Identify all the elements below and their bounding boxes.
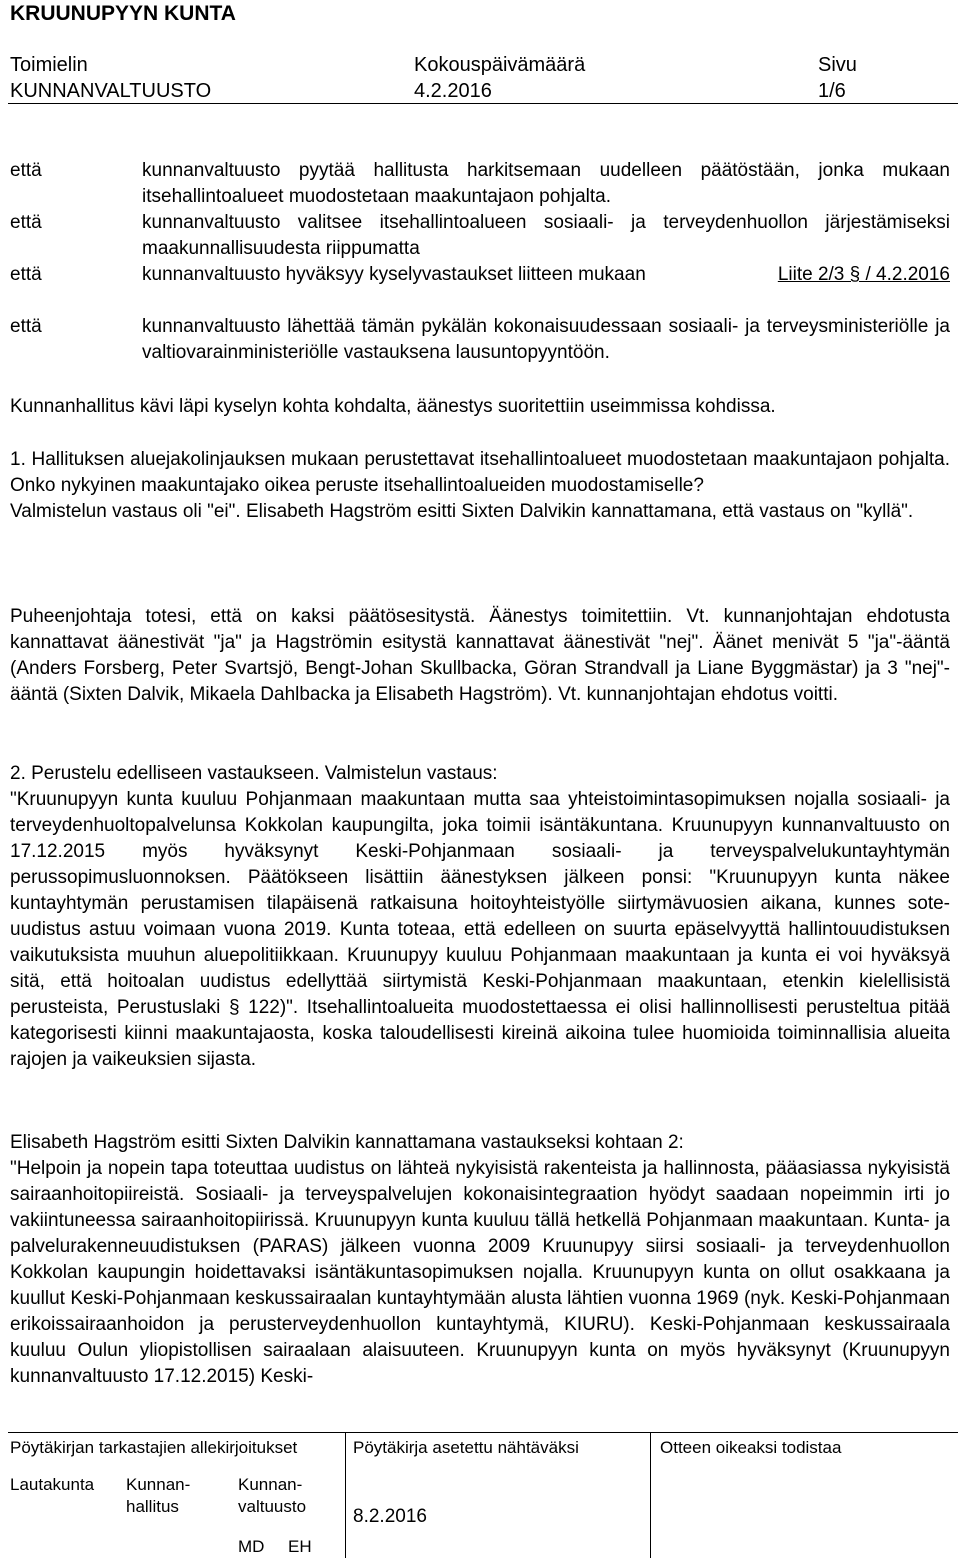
body-value: KUNNANVALTUUSTO: [10, 80, 212, 102]
footer-column-divider: [650, 1432, 651, 1558]
answer-text: "Kruunupyyn kunta kuuluu Pohjanmaan maakuntaan mutta saa yhteistoimintasopimuksen nojalla sosiaali- ja terveydenhuoltopalvelunsa Kokkolan kaupungilta, joka toimii isäntäkuntana. Kruunupyyn kunnanvaltuusto on 17.12.2015 myös hyväksynyt Keski-Pohjanmaan sosiaali- ja terveyspalvelukuntayhtymän perussopimusluonnoksen. Päätökseen lisättiin äänestyksen jälkeen ponsi: "Kruunupyyn kunta näkee kuntayhtymän perustamisen tilapäisenä ratkaisuna hoitoyhteistyölle siirtymävuosien aikana, kunnes sote-uudistus astuu voimaan vuona 2019. Kunta toteaa, että edelleen on suurta epäselvyyttä hallintouudistuksen vaikutuksista muuhun aluepolitiikkaan. Kruunupyy kuuluu Pohjanmaan maakuntaan ja kunta ei voi hyväksyä sitä, että hoitoalan uudistus edellyttää siirtymistä Keski-Pohjanmaan maakuntaan, etenkin kielellisistä perusteista, Perustuslaki § 122)". Itsehallintoalueita muodostettaessa ei olisi hallinnollisesti perusteltua pitää kategorisesti kiinni maakuntajaosta, koska taloudellisesti kireinä aikoina tulee huomioida toiminnallisia alueita rajojen ja vaikeuksien sijasta.: [10, 789, 950, 1070]
clause-text: kunnanvaltuusto valitsee itsehallintoalueen sosiaali- ja terveydenhuollon järjestämiseksi maakunnallisuudesta riippumatta: [142, 212, 950, 259]
certified-title: Otteen oikeaksi todistaa: [660, 1438, 842, 1457]
meeting-date-label: Kokouspäivämäärä: [414, 54, 586, 76]
vote-text: Puheenjohtaja totesi, että on kaksi päätösesitystä. Äänestys toimitettiin. Vt. kunnanjohtajan ehdotusta kannattavat äänestivät "ja" ja Hagströmin esitystä kannattavat äänestivät "nej". Äänet menivät 5 "ja"-ääntä (Anders Forsberg, Peter Svartsjö, Bengt-Johan Skullbacka, Göran Strandvall ja Liane Byggmästar) ja 3 "nej"-ääntä (Sixten Dalvik, Mikaela Dahlbacka ja Elisabeth Hagström). Vt. kunnanjohtajan ehdotus voitti.: [10, 606, 950, 705]
header-divider: [8, 103, 958, 104]
meeting-date-value: 4.2.2016: [414, 80, 492, 102]
municipal-board-label-2: hallitus: [126, 1497, 179, 1516]
decision-clause-3: [10, 262, 950, 288]
page-label: Sivu: [818, 54, 857, 76]
proposal-intro: Elisabeth Hagström esitti Sixten Dalvikin kannattamana vastaukseksi kohtaan 2:: [10, 1132, 684, 1153]
council-label-2: valtuusto: [238, 1497, 307, 1516]
body-label: Toimielin: [10, 54, 88, 76]
paragraph-question-1: [10, 447, 950, 525]
clause-keyword: että: [10, 212, 42, 233]
inspector-initials-1: MD: [238, 1537, 265, 1556]
clause-keyword: että: [10, 316, 42, 337]
question-text: 2. Perustelu edelliseen vastaukseen. Valmistelun vastaus:: [10, 763, 498, 784]
paragraph-vote: [10, 604, 950, 708]
decision-clause-4: [10, 314, 950, 366]
footer-column-divider: [345, 1432, 346, 1558]
board-label: Lautakunta: [10, 1475, 95, 1494]
municipal-board-label-1: Kunnan-: [126, 1475, 191, 1494]
paragraph-question-2: [10, 761, 950, 1073]
attachment-reference: Liite 2/3 § / 4.2.2016: [777, 264, 950, 285]
clause-text: kunnanvaltuusto hyväksyy kyselyvastaukset liitteen mukaan: [142, 264, 646, 285]
question-text: 1. Hallituksen aluejakolinjauksen mukaan perustettavat itsehallintoalueet muodostetaan maakuntajaon pohjalta. Onko nykyinen maakuntajako oikea peruste itsehallintoalueiden muodostamiselle?: [10, 449, 950, 496]
clause-text: kunnanvaltuusto lähettää tämän pykälän kokonaisuudessaan sosiaali- ja terveysministeriölle ja valtiovarainministeriölle vastauksena lausuntopyyntöön.: [142, 316, 950, 363]
council-label-1: Kunnan-: [238, 1475, 303, 1494]
clause-text: kunnanvaltuusto pyytää hallitusta harkitsemaan uudelleen päätöstään, jonka mukaan itsehallintoalueet muodostetaan maakuntajaon pohjalta.: [142, 160, 950, 207]
decision-clause-1: [10, 158, 950, 210]
proposal-text: "Helpoin ja nopein tapa toteuttaa uudistus on lähteä nykyisistä rakenteista ja hallinnosta, pääasiassa nykyisistä sairaanhoitopiireistä. Sosiaali- ja terveyspalvelujen kokonaisintegraation hyödyt saadaan nopeimmin irti jo vakiintuneessa sairaanhoitopiirissä. Kruunupyyn kunta kuuluu tällä hetkellä Pohjanmaan maakuntaan. Kunta- ja palvelurakenneuudistuksen (PARAS) jälkeen vuonna 2009 Kruunupyy siirsi sosiaali- ja terveydenhuollon Kokkolan kaupungin hoidettavaksi isäntäkuntasopimuksen nojalla. Kruunupyyn kunta on ollut osakkaana ja kuullut Keski-Pohjanmaan keskussairaalan kuntayhtymään alusta lähtien vuonna 1969 (nyk. Keski-Pohjanmaan erikoissairaanhoidon ja perusterveydenhuollon kuntayhtymä, KIURU). Keski-Pohjanmaan keskussairaala kuuluu Oulun yliopistollisen sairaalaan alaisuuteen. Kruunupyyn kunta on myös hyväksynyt (Kruunupyyn kunnanvaltuusto 17.12.2015) Keski-: [10, 1158, 950, 1387]
paragraph-alternative: [10, 1130, 950, 1390]
posted-date: 8.2.2016: [353, 1506, 427, 1527]
clause-keyword: että: [10, 160, 42, 181]
page-value: 1/6: [818, 80, 846, 102]
paragraph-text: Kunnanhallitus kävi läpi kyselyn kohta kohdalta, äänestys suoritettiin useimmissa kohdissa.: [10, 396, 776, 417]
answer-text: Valmistelun vastaus oli "ei". Elisabeth Hagström esitti Sixten Dalvikin kannattamana, että vastaus on "kyllä".: [10, 501, 914, 522]
clause-keyword: että: [10, 264, 42, 285]
footer-divider: [8, 1432, 958, 1433]
signatures-title: Pöytäkirjan tarkastajien allekirjoitukset: [10, 1438, 298, 1457]
paragraph-review: [10, 394, 950, 420]
posted-title: Pöytäkirja asetettu nähtäväksi: [353, 1438, 579, 1457]
inspector-initials-2: EH: [288, 1537, 312, 1556]
organization-name: KRUUNUPYYN KUNTA: [10, 2, 236, 25]
decision-clause-2: [10, 210, 950, 262]
